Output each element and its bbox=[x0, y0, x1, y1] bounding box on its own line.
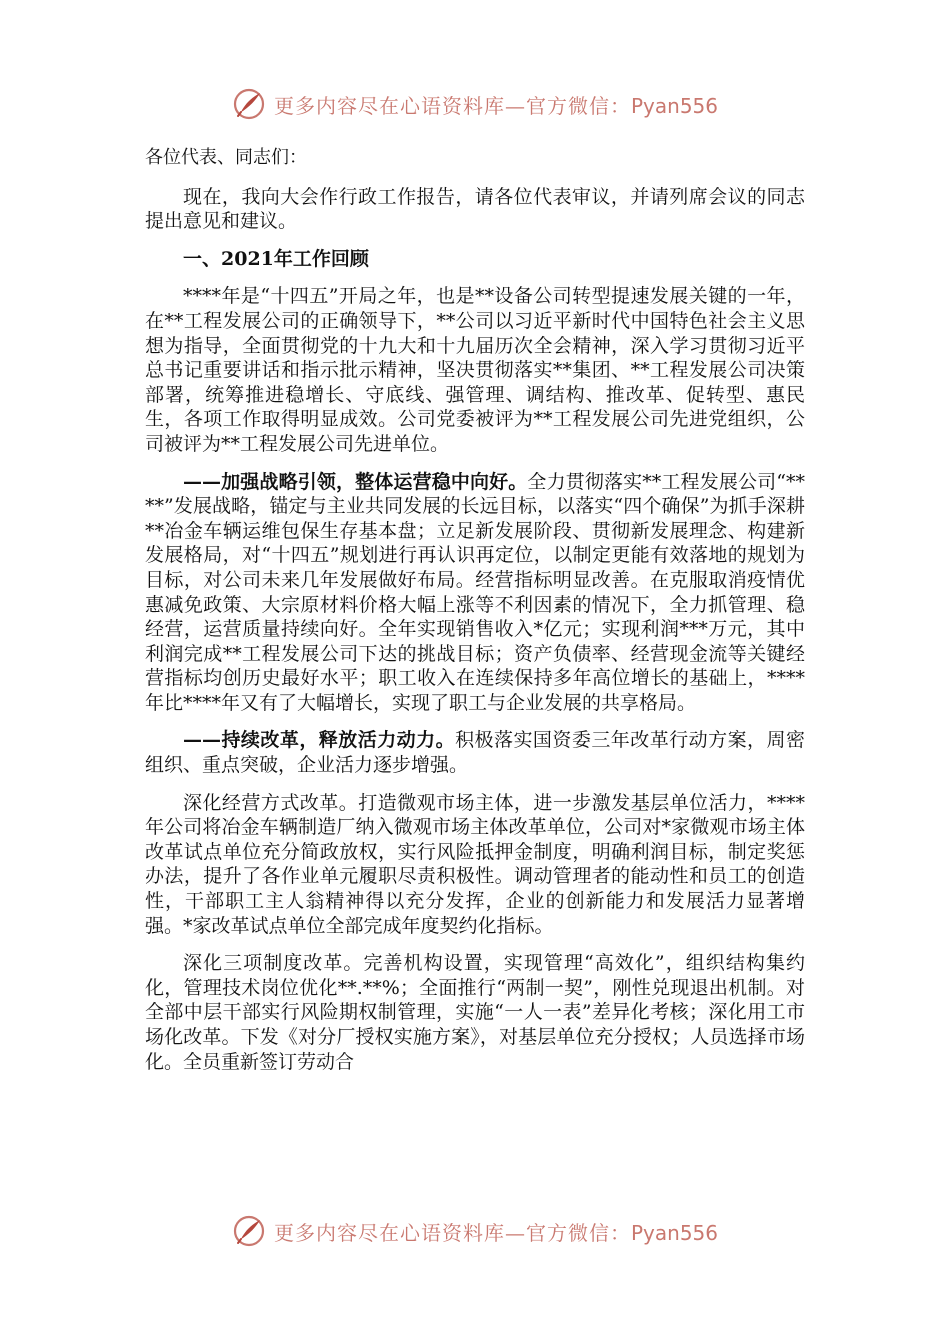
section-heading: 一、2021年工作回顾 bbox=[183, 247, 369, 270]
document-body bbox=[145, 146, 805, 1087]
header-watermark-banner bbox=[0, 84, 950, 124]
paragraph-1: ****年是“十四五”开局之年，也是**设备公司转型提速发展关键的一年，在**工程发展公司的正确领导下，**公司以习近平新时代中国特色社会主义思想为指导，全面贯彻党的十九大和十九届历次全会精神，深入学习贯彻习近平总书记重要讲话和指示批示精神，坚决贯彻落实**集团、**工程发展公司决策部署，统筹推进稳增长、守底线、强管理、调结构、推改革、促转型、惠民生，各项工作取得明显成效。公司党委被评为**工程发展公司先进党组织，公司被评为**工程发展公司先进单位。 bbox=[145, 285, 805, 455]
banner-wechat-id: Pyan556 bbox=[630, 1220, 718, 1245]
salutation: 各位代表、同志们： bbox=[145, 147, 307, 168]
paragraph-3 bbox=[145, 728, 805, 777]
quill-logo-icon bbox=[232, 87, 266, 121]
paragraph-5: 深化三项制度改革。完善机构设置，实现管理“高效化”，组织结构集约化，管理技术岗位优化**.**%；全面推行“两制一契”，刚性兑现退出机制。对全部中层干部实行风险期权制管理，实施“一人一表”差异化考核；深化用工市场化改革。下发《对分厂授权实施方案》，对基层单位充分授权；人员选择市场化。全员重新签订劳动合 bbox=[145, 952, 805, 1073]
paragraph-2-body: 全力贯彻落实**工程发展公司“****”发展战略，锚定与主业共同发展的长远目标，以落实“四个确保”为抓手深耕**冶金车辆运维包保生存基本盘；立足新发展阶段、贯彻新发展理念、构建新发展格局，对“十四五”规划进行再认识再定位，以制定更能有效落地的规划为目标，对公司未来几年发展做好布局。经营指标明显改善。在克服取消疫情优惠减免政策、大宗原材料价格大幅上涨等不利因素的情况下，全力抓管理、稳经营，运营质量持续向好。全年实现销售收入*亿元；实现利润***万元，其中利润完成**工程发展公司下达的挑战目标；资产负债率、经营现金流等关键经营指标均创历史最好水平；职工收入在连续保持多年高位增长的基础上，****年比****年又有了大幅增长，实现了职工与企业发展的共享格局。 bbox=[145, 470, 805, 714]
banner-text: 更多内容尽在心语资料库—官方微信：Pyan556 bbox=[273, 93, 718, 118]
banner-text: 更多内容尽在心语资料库—官方微信：Pyan556 bbox=[273, 1220, 718, 1245]
paragraph-4: 深化经营方式改革。打造微观市场主体，进一步激发基层单位活力，****年公司将冶金车辆制造厂纳入微观市场主体改革单位，公司对*家微观市场主体改革试点单位充分简政放权，实行风险抵押金制度，明确利润目标，制定奖惩办法，提升了各作业单元履职尽责积极性。调动管理者的能动性和员工的创造性，干部职工主人翁精神得以充分发挥，企业的创新能力和发展活力显著增强。*家改革试点单位全部完成年度契约化指标。 bbox=[145, 791, 805, 937]
paragraph-2 bbox=[145, 470, 805, 716]
footer-watermark-banner bbox=[0, 1211, 950, 1251]
banner-wechat-id: Pyan556 bbox=[630, 93, 718, 118]
paragraph-2-lead: ——加强战略引领，整体运营稳中向好。 bbox=[183, 470, 528, 493]
paragraph-3-body: 积极落实国资委三年改革行动方案，周密组织、重点突破，企业活力逐步增强。 bbox=[145, 729, 805, 777]
paragraph-3-lead: ——持续改革，释放活力动力。 bbox=[183, 729, 456, 752]
intro-paragraph: 现在，我向大会作行政工作报告，请各位代表审议，并请列席会议的同志提出意见和建议。 bbox=[145, 185, 805, 233]
quill-logo-icon bbox=[232, 1214, 266, 1248]
